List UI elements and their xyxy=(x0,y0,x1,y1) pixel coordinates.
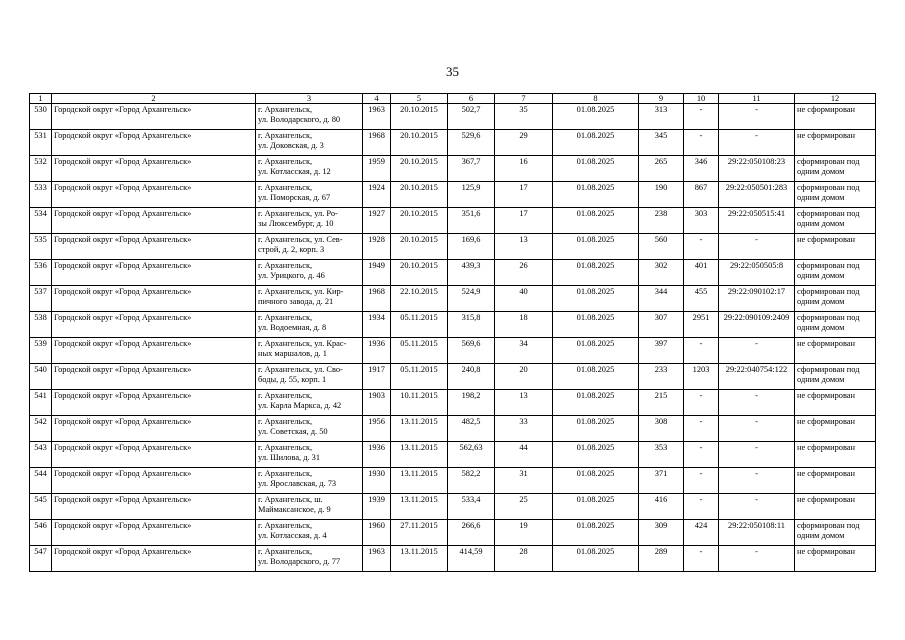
row-number-cell: 542 xyxy=(30,416,52,442)
build-year-cell: 1936 xyxy=(363,442,391,468)
inclusion-date-cell: 20.10.2015 xyxy=(391,182,448,208)
area-cell: 562,63 xyxy=(448,442,495,468)
build-year-cell: 1934 xyxy=(363,312,391,338)
inclusion-date-cell: 20.10.2015 xyxy=(391,208,448,234)
area-cell: 414,59 xyxy=(448,546,495,572)
area-cell: 315,8 xyxy=(448,312,495,338)
build-year-cell: 1956 xyxy=(363,416,391,442)
municipality-cell: Городской округ «Город Архангельск» xyxy=(52,546,256,572)
cadastral-number-cell: - xyxy=(719,390,795,416)
land-area-cell: 1203 xyxy=(684,364,719,390)
municipality-cell: Городской округ «Город Архангельск» xyxy=(52,520,256,546)
build-year-cell: 1903 xyxy=(363,390,391,416)
column-header: 3 xyxy=(256,94,363,104)
land-status-cell: не сформирован xyxy=(795,104,876,130)
address-cell: г. Архангельск, ул. Володарского, д. 80 xyxy=(256,104,363,130)
row-number-cell: 535 xyxy=(30,234,52,260)
table-row xyxy=(30,130,876,156)
area-cell: 502,7 xyxy=(448,104,495,130)
address-cell: г. Архангельск, ул. Володарского, д. 77 xyxy=(256,546,363,572)
area-cell: 482,5 xyxy=(448,416,495,442)
row-number-cell: 531 xyxy=(30,130,52,156)
address-cell: г. Архангельск, ул. Доковская, д. 3 xyxy=(256,130,363,156)
land-status-cell: сформирован под одним домом xyxy=(795,312,876,338)
residents-count-cell: 35 xyxy=(495,104,553,130)
land-area-cell: 401 xyxy=(684,260,719,286)
table-row xyxy=(30,208,876,234)
municipality-cell: Городской округ «Город Архангельск» xyxy=(52,312,256,338)
residents-count-cell: 17 xyxy=(495,208,553,234)
build-year-cell: 1968 xyxy=(363,130,391,156)
cost-cell: 416 xyxy=(639,494,684,520)
area-cell: 169,6 xyxy=(448,234,495,260)
inclusion-date-cell: 20.10.2015 xyxy=(391,260,448,286)
cost-cell: 289 xyxy=(639,546,684,572)
cost-cell: 309 xyxy=(639,520,684,546)
planned-date-cell: 01.08.2025 xyxy=(553,416,639,442)
residents-count-cell: 29 xyxy=(495,130,553,156)
inclusion-date-cell: 13.11.2015 xyxy=(391,442,448,468)
table-row xyxy=(30,260,876,286)
build-year-cell: 1917 xyxy=(363,364,391,390)
municipality-cell: Городской округ «Город Архангельск» xyxy=(52,156,256,182)
address-cell: г. Архангельск, ул. Котласская, д. 12 xyxy=(256,156,363,182)
table-row xyxy=(30,520,876,546)
land-status-cell: сформирован под одним домом xyxy=(795,156,876,182)
land-area-cell: - xyxy=(684,104,719,130)
column-header: 5 xyxy=(391,94,448,104)
column-header: 10 xyxy=(684,94,719,104)
area-cell: 582,2 xyxy=(448,468,495,494)
planned-date-cell: 01.08.2025 xyxy=(553,286,639,312)
table-row xyxy=(30,546,876,572)
column-header: 7 xyxy=(495,94,553,104)
residents-count-cell: 33 xyxy=(495,416,553,442)
planned-date-cell: 01.08.2025 xyxy=(553,182,639,208)
table-row xyxy=(30,234,876,260)
address-cell: г. Архангельск, ул. Карла Маркса, д. 42 xyxy=(256,390,363,416)
build-year-cell: 1927 xyxy=(363,208,391,234)
column-header: 6 xyxy=(448,94,495,104)
residents-count-cell: 44 xyxy=(495,442,553,468)
area-cell: 266,6 xyxy=(448,520,495,546)
table-row xyxy=(30,156,876,182)
area-cell: 351,6 xyxy=(448,208,495,234)
cadastral-number-cell: 29:22:050501:283 xyxy=(719,182,795,208)
cadastral-number-cell: - xyxy=(719,546,795,572)
cost-cell: 344 xyxy=(639,286,684,312)
land-status-cell: сформирован под одним домом xyxy=(795,520,876,546)
planned-date-cell: 01.08.2025 xyxy=(553,364,639,390)
inclusion-date-cell: 22.10.2015 xyxy=(391,286,448,312)
table-row xyxy=(30,442,876,468)
municipality-cell: Городской округ «Город Архангельск» xyxy=(52,286,256,312)
land-status-cell: сформирован под одним домом xyxy=(795,182,876,208)
land-status-cell: сформирован под одним домом xyxy=(795,260,876,286)
cadastral-number-cell: 29:22:050505:8 xyxy=(719,260,795,286)
build-year-cell: 1963 xyxy=(363,546,391,572)
row-number-cell: 536 xyxy=(30,260,52,286)
area-cell: 439,3 xyxy=(448,260,495,286)
land-status-cell: не сформирован xyxy=(795,468,876,494)
land-area-cell: - xyxy=(684,546,719,572)
table-row xyxy=(30,468,876,494)
build-year-cell: 1959 xyxy=(363,156,391,182)
row-number-cell: 545 xyxy=(30,494,52,520)
residents-count-cell: 25 xyxy=(495,494,553,520)
column-header: 4 xyxy=(363,94,391,104)
row-number-cell: 541 xyxy=(30,390,52,416)
row-number-cell: 544 xyxy=(30,468,52,494)
build-year-cell: 1924 xyxy=(363,182,391,208)
planned-date-cell: 01.08.2025 xyxy=(553,130,639,156)
cost-cell: 345 xyxy=(639,130,684,156)
cost-cell: 302 xyxy=(639,260,684,286)
address-cell: г. Архангельск, ул. Крас- ных маршалов, д. 1 xyxy=(256,338,363,364)
table-row xyxy=(30,338,876,364)
cadastral-number-cell: - xyxy=(719,130,795,156)
municipality-cell: Городской округ «Город Архангельск» xyxy=(52,364,256,390)
inclusion-date-cell: 10.11.2015 xyxy=(391,390,448,416)
land-status-cell: не сформирован xyxy=(795,546,876,572)
cadastral-number-cell: 29:22:050515:41 xyxy=(719,208,795,234)
land-area-cell: - xyxy=(684,390,719,416)
municipality-cell: Городской округ «Город Архангельск» xyxy=(52,338,256,364)
cadastral-number-cell: - xyxy=(719,494,795,520)
row-number-cell: 530 xyxy=(30,104,52,130)
planned-date-cell: 01.08.2025 xyxy=(553,260,639,286)
residents-count-cell: 19 xyxy=(495,520,553,546)
planned-date-cell: 01.08.2025 xyxy=(553,494,639,520)
land-area-cell: 346 xyxy=(684,156,719,182)
table-row xyxy=(30,286,876,312)
area-cell: 367,7 xyxy=(448,156,495,182)
residents-count-cell: 40 xyxy=(495,286,553,312)
municipality-cell: Городской округ «Город Архангельск» xyxy=(52,104,256,130)
planned-date-cell: 01.08.2025 xyxy=(553,338,639,364)
cadastral-number-cell: 29:22:050108:11 xyxy=(719,520,795,546)
cost-cell: 371 xyxy=(639,468,684,494)
row-number-cell: 537 xyxy=(30,286,52,312)
cost-cell: 238 xyxy=(639,208,684,234)
land-area-cell: 303 xyxy=(684,208,719,234)
planned-date-cell: 01.08.2025 xyxy=(553,468,639,494)
column-header: 8 xyxy=(553,94,639,104)
municipality-cell: Городской округ «Город Архангельск» xyxy=(52,182,256,208)
land-status-cell: сформирован под одним домом xyxy=(795,364,876,390)
cadastral-number-cell: 29:22:090102:17 xyxy=(719,286,795,312)
inclusion-date-cell: 20.10.2015 xyxy=(391,130,448,156)
residents-count-cell: 13 xyxy=(495,390,553,416)
land-area-cell: - xyxy=(684,416,719,442)
municipality-cell: Городской округ «Город Архангельск» xyxy=(52,234,256,260)
inclusion-date-cell: 05.11.2015 xyxy=(391,338,448,364)
cost-cell: 233 xyxy=(639,364,684,390)
build-year-cell: 1939 xyxy=(363,494,391,520)
inclusion-date-cell: 20.10.2015 xyxy=(391,234,448,260)
table-row xyxy=(30,494,876,520)
planned-date-cell: 01.08.2025 xyxy=(553,234,639,260)
land-status-cell: сформирован под одним домом xyxy=(795,286,876,312)
row-number-cell: 547 xyxy=(30,546,52,572)
table-row xyxy=(30,416,876,442)
cadastral-number-cell: - xyxy=(719,442,795,468)
cost-cell: 308 xyxy=(639,416,684,442)
table-row xyxy=(30,364,876,390)
land-area-cell: 867 xyxy=(684,182,719,208)
municipality-cell: Городской округ «Город Архангельск» xyxy=(52,494,256,520)
cost-cell: 560 xyxy=(639,234,684,260)
residents-count-cell: 18 xyxy=(495,312,553,338)
land-status-cell: не сформирован xyxy=(795,390,876,416)
land-area-cell: 2951 xyxy=(684,312,719,338)
housing-registry-table xyxy=(29,93,876,572)
column-header: 11 xyxy=(719,94,795,104)
area-cell: 125,9 xyxy=(448,182,495,208)
area-cell: 533,4 xyxy=(448,494,495,520)
row-number-cell: 538 xyxy=(30,312,52,338)
cadastral-number-cell: - xyxy=(719,104,795,130)
table-row xyxy=(30,390,876,416)
row-number-cell: 532 xyxy=(30,156,52,182)
planned-date-cell: 01.08.2025 xyxy=(553,442,639,468)
land-area-cell: 424 xyxy=(684,520,719,546)
municipality-cell: Городской округ «Город Архангельск» xyxy=(52,130,256,156)
row-number-cell: 533 xyxy=(30,182,52,208)
land-area-cell: - xyxy=(684,338,719,364)
inclusion-date-cell: 13.11.2015 xyxy=(391,494,448,520)
residents-count-cell: 17 xyxy=(495,182,553,208)
build-year-cell: 1930 xyxy=(363,468,391,494)
cadastral-number-cell: - xyxy=(719,234,795,260)
build-year-cell: 1928 xyxy=(363,234,391,260)
land-area-cell: 455 xyxy=(684,286,719,312)
land-status-cell: сформирован под одним домом xyxy=(795,208,876,234)
build-year-cell: 1960 xyxy=(363,520,391,546)
address-cell: г. Архангельск, ул. Ярославская, д. 73 xyxy=(256,468,363,494)
page-number: 35 xyxy=(446,64,459,79)
land-status-cell: не сформирован xyxy=(795,234,876,260)
build-year-cell: 1949 xyxy=(363,260,391,286)
area-cell: 240,8 xyxy=(448,364,495,390)
land-area-cell: - xyxy=(684,494,719,520)
cadastral-number-cell: - xyxy=(719,416,795,442)
table-row xyxy=(30,312,876,338)
cost-cell: 215 xyxy=(639,390,684,416)
land-area-cell: - xyxy=(684,442,719,468)
row-number-cell: 543 xyxy=(30,442,52,468)
address-cell: г. Архангельск, ул. Кир- пичного завода, д. 21 xyxy=(256,286,363,312)
residents-count-cell: 31 xyxy=(495,468,553,494)
cadastral-number-cell: 29:22:050108:23 xyxy=(719,156,795,182)
municipality-cell: Городской округ «Город Архангельск» xyxy=(52,416,256,442)
planned-date-cell: 01.08.2025 xyxy=(553,520,639,546)
address-cell: г. Архангельск, ул. Сво- боды, д. 55, корп. 1 xyxy=(256,364,363,390)
municipality-cell: Городской округ «Город Архангельск» xyxy=(52,390,256,416)
address-cell: г. Архангельск, ул. Котласская, д. 4 xyxy=(256,520,363,546)
address-cell: г. Архангельск, ул. Водоемная, д. 8 xyxy=(256,312,363,338)
residents-count-cell: 16 xyxy=(495,156,553,182)
land-area-cell: - xyxy=(684,468,719,494)
land-area-cell: - xyxy=(684,130,719,156)
residents-count-cell: 28 xyxy=(495,546,553,572)
address-cell: г. Архангельск, ул. Сев- строй, д. 2, корп. 3 xyxy=(256,234,363,260)
land-status-cell: не сформирован xyxy=(795,416,876,442)
land-status-cell: не сформирован xyxy=(795,494,876,520)
address-cell: г. Архангельск, ул. Поморская, д. 67 xyxy=(256,182,363,208)
column-header: 2 xyxy=(52,94,256,104)
planned-date-cell: 01.08.2025 xyxy=(553,312,639,338)
land-status-cell: не сформирован xyxy=(795,130,876,156)
land-status-cell: не сформирован xyxy=(795,442,876,468)
area-cell: 529,6 xyxy=(448,130,495,156)
planned-date-cell: 01.08.2025 xyxy=(553,546,639,572)
cadastral-number-cell: - xyxy=(719,338,795,364)
area-cell: 569,6 xyxy=(448,338,495,364)
planned-date-cell: 01.08.2025 xyxy=(553,104,639,130)
residents-count-cell: 20 xyxy=(495,364,553,390)
cost-cell: 190 xyxy=(639,182,684,208)
address-cell: г. Архангельск, ул. Советская, д. 50 xyxy=(256,416,363,442)
cost-cell: 353 xyxy=(639,442,684,468)
residents-count-cell: 34 xyxy=(495,338,553,364)
municipality-cell: Городской округ «Город Архангельск» xyxy=(52,468,256,494)
build-year-cell: 1936 xyxy=(363,338,391,364)
cost-cell: 307 xyxy=(639,312,684,338)
cost-cell: 265 xyxy=(639,156,684,182)
address-cell: г. Архангельск, ул. Ро- зы Люксембург, д. 10 xyxy=(256,208,363,234)
column-header: 1 xyxy=(30,94,52,104)
table-row xyxy=(30,104,876,130)
row-number-cell: 539 xyxy=(30,338,52,364)
row-number-cell: 540 xyxy=(30,364,52,390)
cadastral-number-cell: 29:22:040754:122 xyxy=(719,364,795,390)
planned-date-cell: 01.08.2025 xyxy=(553,156,639,182)
build-year-cell: 1963 xyxy=(363,104,391,130)
area-cell: 198,2 xyxy=(448,390,495,416)
area-cell: 524,9 xyxy=(448,286,495,312)
municipality-cell: Городской округ «Город Архангельск» xyxy=(52,208,256,234)
municipality-cell: Городской округ «Город Архангельск» xyxy=(52,442,256,468)
inclusion-date-cell: 05.11.2015 xyxy=(391,364,448,390)
planned-date-cell: 01.08.2025 xyxy=(553,208,639,234)
build-year-cell: 1968 xyxy=(363,286,391,312)
inclusion-date-cell: 05.11.2015 xyxy=(391,312,448,338)
column-number-row xyxy=(30,94,876,104)
residents-count-cell: 13 xyxy=(495,234,553,260)
inclusion-date-cell: 27.11.2015 xyxy=(391,520,448,546)
address-cell: г. Архангельск, ул. Шилова, д. 31 xyxy=(256,442,363,468)
residents-count-cell: 26 xyxy=(495,260,553,286)
planned-date-cell: 01.08.2025 xyxy=(553,390,639,416)
inclusion-date-cell: 13.11.2015 xyxy=(391,416,448,442)
address-cell: г. Архангельск, ш. Маймаксанское, д. 9 xyxy=(256,494,363,520)
inclusion-date-cell: 20.10.2015 xyxy=(391,156,448,182)
address-cell: г. Архангельск, ул. Урицкого, д. 46 xyxy=(256,260,363,286)
row-number-cell: 546 xyxy=(30,520,52,546)
column-header: 9 xyxy=(639,94,684,104)
inclusion-date-cell: 13.11.2015 xyxy=(391,546,448,572)
land-area-cell: - xyxy=(684,234,719,260)
table-row xyxy=(30,182,876,208)
land-status-cell: не сформирован xyxy=(795,338,876,364)
cost-cell: 397 xyxy=(639,338,684,364)
inclusion-date-cell: 20.10.2015 xyxy=(391,104,448,130)
municipality-cell: Городской округ «Город Архангельск» xyxy=(52,260,256,286)
inclusion-date-cell: 13.11.2015 xyxy=(391,468,448,494)
row-number-cell: 534 xyxy=(30,208,52,234)
column-header: 12 xyxy=(795,94,876,104)
cost-cell: 313 xyxy=(639,104,684,130)
cadastral-number-cell: - xyxy=(719,468,795,494)
cadastral-number-cell: 29:22:090109:2409 xyxy=(719,312,795,338)
